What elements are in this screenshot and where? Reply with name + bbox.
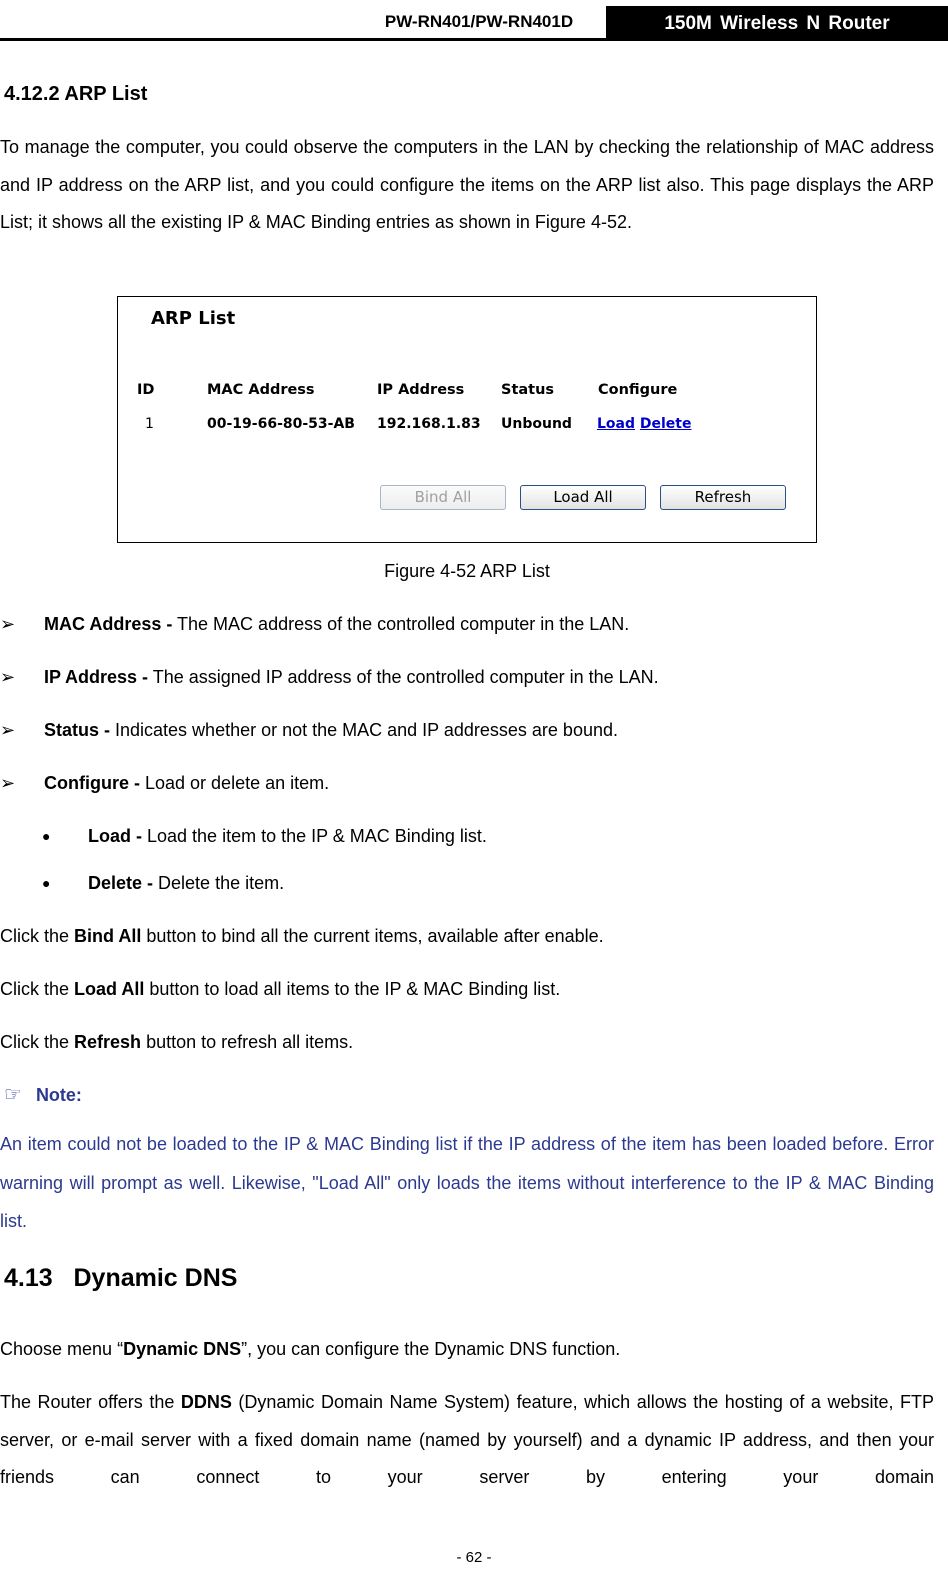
p2-term: DDNS: [180, 1392, 232, 1412]
p1-pre: Choose menu “: [0, 1339, 124, 1359]
column-header-ip: IP Address: [377, 382, 465, 398]
column-header-configure: Configure: [598, 382, 678, 398]
definition-term: IP Address -: [44, 667, 149, 687]
p2-pre: The Router offers the: [0, 1392, 181, 1412]
row-status: Unbound: [501, 416, 572, 432]
dynamic-dns-paragraph-1: [0, 1339, 620, 1360]
figure-caption: Figure 4-52 ARP List: [384, 561, 550, 581]
click-instruction: [0, 926, 604, 947]
refresh-button[interactable]: Refresh: [660, 485, 786, 510]
arp-list-figure: [117, 296, 817, 543]
definition-term: Delete -: [88, 873, 154, 893]
click-post: button to load all items to the IP & MAC Binding list.: [144, 979, 561, 999]
product-name: 150M Wireless N Router: [606, 6, 948, 39]
column-header-mac: MAC Address: [207, 382, 315, 398]
p2-post: (Dynamic Domain Name System) feature, which allows the hosting of a website, FTP server, or e-mail server with a fixed domain name (named by yourself) and a dynamic IP address, and then your friends can connect to your server by entering your domain: [0, 1392, 934, 1487]
arrow-bullet-icon: ➢: [0, 614, 16, 634]
click-instruction: [0, 1032, 353, 1053]
note-heading: [4, 1082, 82, 1107]
load-link[interactable]: Load: [597, 416, 636, 432]
definition-text: Indicates whether or not the MAC and IP addresses are bound.: [110, 720, 618, 740]
click-term: Load All: [74, 979, 145, 999]
click-instruction: [0, 979, 560, 1000]
click-pre: Click the: [0, 979, 75, 999]
definition-text: Load the item to the IP & MAC Binding list.: [142, 826, 487, 846]
section-heading-arp-list: 4.12.2 ARP List: [4, 83, 148, 105]
click-post: button to refresh all items.: [141, 1032, 354, 1052]
click-pre: Click the: [0, 926, 75, 946]
section-heading-dynamic-dns: 4.13 Dynamic DNS: [4, 1264, 238, 1292]
dot-bullet-icon: ●: [42, 875, 51, 891]
header-rule: [0, 38, 948, 41]
pointing-hand-icon: ☞: [4, 1084, 22, 1106]
row-mac: 00-19-66-80-53-AB: [207, 416, 355, 432]
figure-title: ARP List: [151, 308, 236, 329]
note-text: An item could not be loaded to the IP & MAC Binding list if the IP address of the item has been loaded before. Error warning will prompt as well. Likewise, "Load All" only loads the items without interference to the IP & MAC Binding list.: [0, 1134, 934, 1231]
row-ip: 192.168.1.83: [377, 416, 481, 432]
definition-term: Load -: [88, 826, 142, 846]
arrow-bullet-icon: ➢: [0, 773, 16, 793]
click-pre: Click the: [0, 1032, 75, 1052]
definition-text: Load or delete an item.: [140, 773, 330, 793]
arrow-bullet-icon: ➢: [0, 667, 16, 687]
p1-term: Dynamic DNS: [123, 1339, 242, 1359]
load-all-button[interactable]: Load All: [520, 485, 646, 510]
dot-bullet-icon: ●: [42, 828, 51, 844]
column-header-status: Status: [501, 382, 555, 398]
click-term: Refresh: [74, 1032, 142, 1052]
definition-term: Configure -: [44, 773, 140, 793]
delete-link[interactable]: Delete: [639, 416, 692, 432]
dynamic-dns-paragraph-2: [0, 1384, 934, 1497]
definition-term: Status -: [44, 720, 111, 740]
click-post: button to bind all the current items, available after enable.: [141, 926, 604, 946]
column-header-id: ID: [137, 382, 155, 398]
click-term: Bind All: [74, 926, 142, 946]
page-header: [0, 0, 948, 40]
row-id: 1: [145, 416, 154, 432]
note-label: Note:: [35, 1085, 82, 1105]
definition-term: MAC Address -: [44, 614, 173, 634]
definition-text: The MAC address of the controlled computer in the LAN.: [172, 614, 630, 634]
page-number: - 62 -: [456, 1549, 492, 1566]
definition-text: The assigned IP address of the controlled computer in the LAN.: [148, 667, 659, 687]
bind-all-button[interactable]: Bind All: [380, 485, 506, 510]
definition-text: Delete the item.: [153, 873, 285, 893]
p1-post: ”, you can configure the Dynamic DNS function.: [241, 1339, 621, 1359]
model-name: PW-RN401/PW-RN401D: [384, 12, 574, 31]
intro-paragraph: To manage the computer, you could observe the computers in the LAN by checking the relationship of MAC address and IP address on the ARP list, and you could configure the items on the ARP list also. This page displays the ARP List; it shows all the existing IP & MAC Binding entries as shown in Figure 4-52.: [0, 137, 934, 232]
arrow-bullet-icon: ➢: [0, 720, 16, 740]
